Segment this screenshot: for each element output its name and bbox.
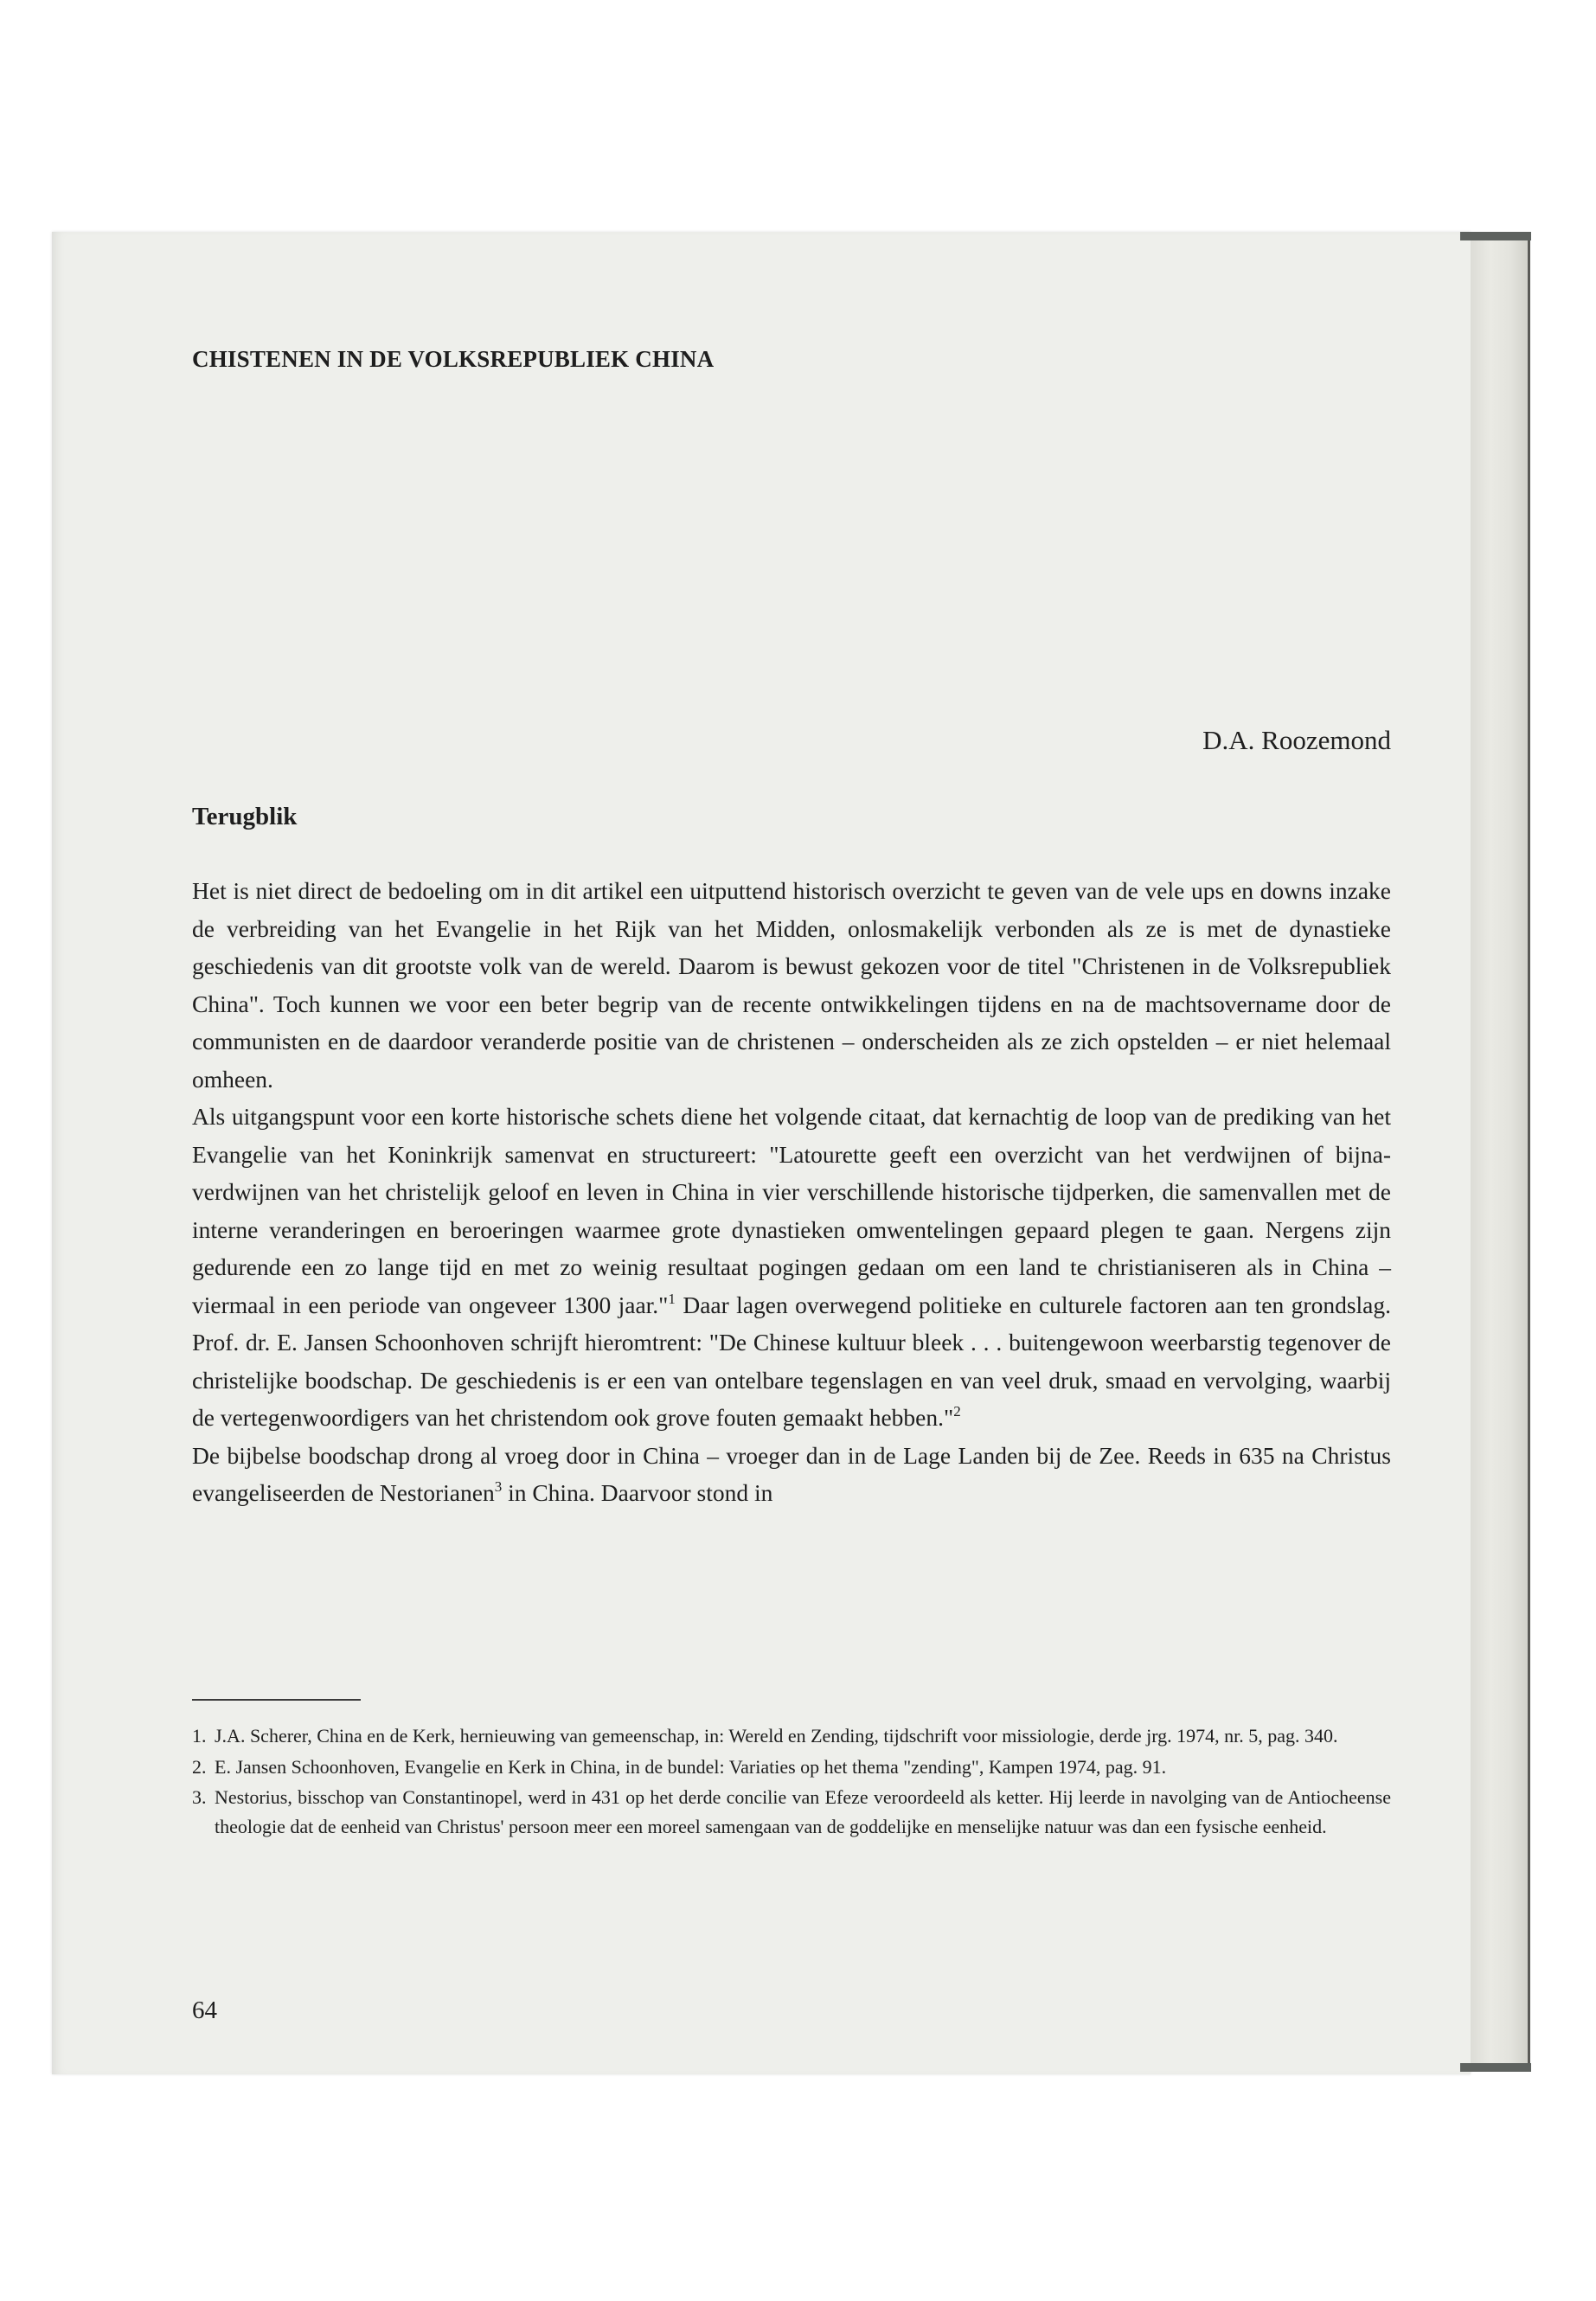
footnote-number: 3. bbox=[192, 1786, 207, 1808]
paragraph-text: Het is niet direct de bedoeling om in dit artikel een uitputtend historisch overzicht te geven van de vele ups en downs inzake de verbreiding van het Evangelie in het Rijk van het Midden, onlosmakelijk verbonden als ze is met de dynastieke geschiedenis van dit grootste volk van de wereld. Daarom is bewust gekozen voor de titel "Christenen in de Volksrepubliek China". Toch kunnen we voor een beter begrip van de recente ontwikkelingen tijdens en na de machtsovername door de communisten en de daardoor veranderde positie van de christenen – onderscheiden als ze zich opstelden – er niet helemaal omheen. bbox=[192, 877, 1391, 1093]
article-title: CHISTENEN IN DE VOLKSREPUBLIEK CHINA bbox=[192, 346, 715, 372]
paragraph-2 bbox=[192, 1098, 1391, 1437]
section-heading: Terugblik bbox=[192, 803, 298, 830]
footnotes bbox=[192, 1721, 1391, 1843]
paragraph-text: De bijbelse boodschap drong al vroeg door in China – vroeger dan in de Lage Landen bij de Zee. Reeds in 635 na Christus evangeliseerden de Nestorianen bbox=[192, 1441, 1391, 1506]
page-number: 64 bbox=[192, 1997, 217, 2024]
footnote-3 bbox=[192, 1783, 1391, 1841]
footnote-2 bbox=[192, 1753, 1391, 1782]
paragraph-1 bbox=[192, 872, 1391, 1098]
footnote-ref-1: 1 bbox=[668, 1290, 676, 1307]
paragraph-text: Daar lagen overwegend politieke en culturele factoren aan ten grondslag. Prof. dr. E. Jansen Schoonhoven schrijft hieromtrent: "De Chinese kultuur bleek . . . buitengewoon weerbarstig tegenover de christelijke boodschap. De geschiedenis is er een van ontelbare tegenslagen en van veel druk, smaad en vervolging, waarbij de vertegenwoordigers van het christendom ook grove fouten gemaakt hebben." bbox=[192, 1291, 1392, 1431]
paragraph-3 bbox=[192, 1437, 1391, 1512]
footnote-ref-3: 3 bbox=[494, 1478, 503, 1495]
footnote-divider bbox=[192, 1699, 361, 1701]
footnote-number: 1. bbox=[192, 1725, 207, 1747]
footnote-ref-2: 2 bbox=[953, 1403, 961, 1420]
article-body bbox=[192, 872, 1391, 1512]
book-spine bbox=[1471, 238, 1530, 2067]
paragraph-text: Als uitgangspunt voor een korte historische schets diene het volgende citaat, dat kernachtig de loop van de prediking van het Evangelie van het Koninkrijk samenvat en structureert: "Latourette geeft een overzicht van het verdwijnen of bijna-verdwijnen van het christelijk geloof en leven in China in vier verschillende historische tijdperken, die samenvallen met de interne veranderingen en beroeringen waarmee grote dynastieken omwentelingen gepaard plegen te gaan. Nergens zijn gedurende een zo lange tijd en met zo weinig resultaat pogingen gedaan om een land te christianiseren als in China – viermaal in een periode van ongeveer 1300 jaar." bbox=[192, 1103, 1391, 1318]
footnote-number: 2. bbox=[192, 1755, 207, 1778]
footnote-1 bbox=[192, 1721, 1391, 1751]
article-author: D.A. Roozemond bbox=[1202, 725, 1391, 755]
spine-cap-top bbox=[1460, 232, 1531, 240]
paragraph-text: in China. Daarvoor stond in bbox=[502, 1479, 773, 1506]
footnote-text: Nestorius, bisschop van Constantinopel, werd in 431 op het derde concilie van Efeze veroordeeld als ketter. Hij leerde in navolging van de Antiocheense theologie dat de eenheid van Christus' persoon meer een moreel samengaan van de goddelijke en menselijke natuur was dan een fysische eenheid. bbox=[215, 1786, 1391, 1837]
spine-cap-bottom bbox=[1460, 2063, 1531, 2072]
footnote-text: E. Jansen Schoonhoven, Evangelie en Kerk in China, in de bundel: Variaties op het thema "zending", Kampen 1974, pag. 91. bbox=[215, 1755, 1167, 1778]
footnote-text: J.A. Scherer, China en de Kerk, hernieuwing van gemeenschap, in: Wereld en Zending, tijdschrift voor missiologie, derde jrg. 1974, nr. 5, pag. 340. bbox=[215, 1725, 1338, 1747]
